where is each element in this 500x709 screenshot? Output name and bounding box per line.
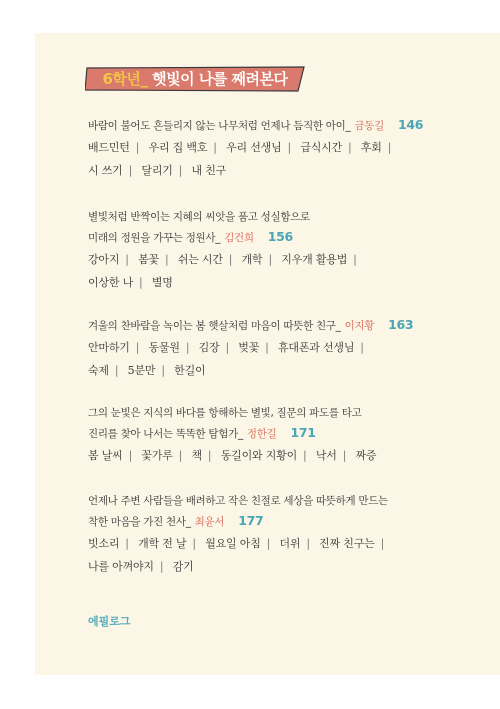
poem-title[interactable]: 개학 [241, 253, 263, 266]
page-number[interactable]: 146 [397, 117, 424, 132]
author-name[interactable]: 이지황 [344, 320, 375, 332]
chapter-description [88, 491, 493, 532]
poem-title[interactable]: 나를 아껴야지 [88, 560, 154, 573]
poem-list-line: 봄 날씨 | 꽃가루 | 책 | 동길이와 지황이 | 낙서 | 짜증 [88, 449, 377, 462]
banner-text [85, 66, 305, 92]
page-number[interactable]: 177 [238, 513, 264, 528]
poem-list-line: 이상한 나 | 별명 [88, 276, 173, 289]
poem-title[interactable]: 안마하기 [88, 341, 130, 354]
poem-list-line: 나를 아껴야지 | 감기 [88, 560, 194, 573]
poem-title[interactable]: 배드민턴 [88, 141, 130, 154]
description-line: 그의 눈빛은 지식의 바다를 항해하는 별빛, 질문의 파도를 타고 [88, 407, 362, 419]
poem-title[interactable]: 쉬는 시간 [177, 253, 223, 266]
poem-title[interactable]: 꽃가루 [141, 449, 173, 462]
poem-title[interactable]: 동물원 [148, 341, 180, 354]
poem-list-line: 안마하기 | 동물원 | 김장 | 벚꽃 | 휴대폰과 선생님 | [88, 341, 364, 354]
description-line: 겨울의 찬바람을 녹이는 봄 햇살처럼 마음이 따뜻한 친구_ [88, 320, 341, 332]
book-page [35, 33, 500, 675]
poem-title[interactable]: 봄 날씨 [88, 449, 123, 462]
author-name[interactable]: 최윤서 [194, 516, 225, 528]
poem-title[interactable]: 벚꽃 [238, 341, 260, 354]
poem-title[interactable]: 숙제 [88, 364, 109, 377]
description-line: 진리를 찾아 나서는 똑똑한 탐험가_ [88, 428, 243, 440]
poem-title[interactable]: 개학 전 날 [138, 537, 187, 550]
chapter-entry [88, 403, 493, 467]
chapter-description [88, 315, 493, 336]
poem-title[interactable]: 한길이 [174, 364, 206, 377]
banner-title: 햇빛이 나를 째려본다 [152, 70, 288, 88]
poem-title[interactable]: 낙서 [315, 449, 337, 462]
epilogue-link[interactable]: 에필로그 [88, 615, 131, 628]
description-line: 착한 마음을 가진 천사_ [88, 516, 191, 528]
poem-title[interactable]: 짜증 [355, 449, 377, 462]
poem-title[interactable]: 이상한 나 [88, 276, 134, 289]
poem-title[interactable]: 급식시간 [300, 141, 343, 154]
poem-title[interactable]: 우리 선생님 [226, 141, 282, 154]
poem-title[interactable]: 시 쓰기 [88, 164, 123, 177]
poem-list-line: 빗소리 | 개학 전 날 | 월요일 아침 | 더위 | 진짜 친구는 | [88, 537, 385, 550]
description-line: 별빛처럼 반짝이는 지혜의 씨앗을 품고 성실함으로 [88, 211, 310, 223]
author-name[interactable]: 정한길 [246, 428, 277, 440]
poem-title[interactable]: 봄꽃 [138, 253, 159, 266]
poem-title[interactable]: 후회 [360, 141, 382, 154]
poem-title[interactable]: 강아지 [88, 253, 120, 266]
chapter-entry [88, 207, 493, 294]
poem-title[interactable]: 김장 [198, 341, 220, 354]
poem-title[interactable]: 5분만 [127, 364, 156, 377]
poem-title[interactable]: 휴대폰과 선생님 [277, 341, 355, 354]
chapter-description [88, 207, 493, 248]
description-line: 미래의 정원을 가꾸는 정원사_ [88, 232, 221, 244]
poem-title[interactable]: 진짜 친구는 [319, 537, 375, 550]
poem-title[interactable]: 동길이와 지황이 [220, 449, 298, 462]
poem-list-line: 강아지 | 봄꽃 | 쉬는 시간 | 개학 | 지우개 활용법 | [88, 253, 357, 266]
chapter-description [88, 403, 493, 444]
poem-title[interactable]: 별명 [151, 276, 173, 289]
chapter-entry [88, 115, 493, 182]
chapter-banner [85, 66, 305, 92]
poem-list-line: 숙제 | 5분만 | 한길이 [88, 364, 206, 377]
description-line: 바람이 불어도 흔들리지 않는 나무처럼 언제나 듬직한 아이_ [88, 120, 351, 132]
chapter-entry [88, 491, 493, 578]
banner-grade: 6학년_ [102, 70, 148, 88]
page-number[interactable]: 163 [388, 317, 414, 332]
poem-title[interactable]: 내 친구 [191, 164, 227, 177]
description-line: 언제나 주변 사람들을 배려하고 작은 친절로 세상을 따뜻하게 만드는 [88, 495, 388, 507]
poem-title[interactable]: 빗소리 [88, 537, 120, 550]
poem-title[interactable]: 우리 집 백호 [148, 141, 208, 154]
poem-title[interactable]: 월요일 아침 [205, 537, 261, 550]
poem-list-line: 배드민턴 | 우리 집 백호 | 우리 선생님 | 급식시간 | 후회 | [88, 141, 392, 154]
chapter-entry [88, 315, 493, 382]
poem-title[interactable]: 더위 [279, 537, 301, 550]
page-number[interactable]: 171 [290, 425, 316, 440]
page-number[interactable]: 156 [267, 229, 293, 244]
poem-title[interactable]: 달리기 [141, 164, 173, 177]
chapter-description [88, 115, 493, 136]
author-name[interactable]: 김건희 [224, 232, 254, 244]
author-name[interactable]: 금동길 [354, 120, 384, 132]
poem-list-line: 시 쓰기 | 달리기 | 내 친구 [88, 164, 227, 177]
poem-title[interactable]: 책 [191, 449, 202, 462]
poem-title[interactable]: 감기 [172, 560, 194, 573]
poem-title[interactable]: 지우개 활용법 [281, 253, 348, 266]
